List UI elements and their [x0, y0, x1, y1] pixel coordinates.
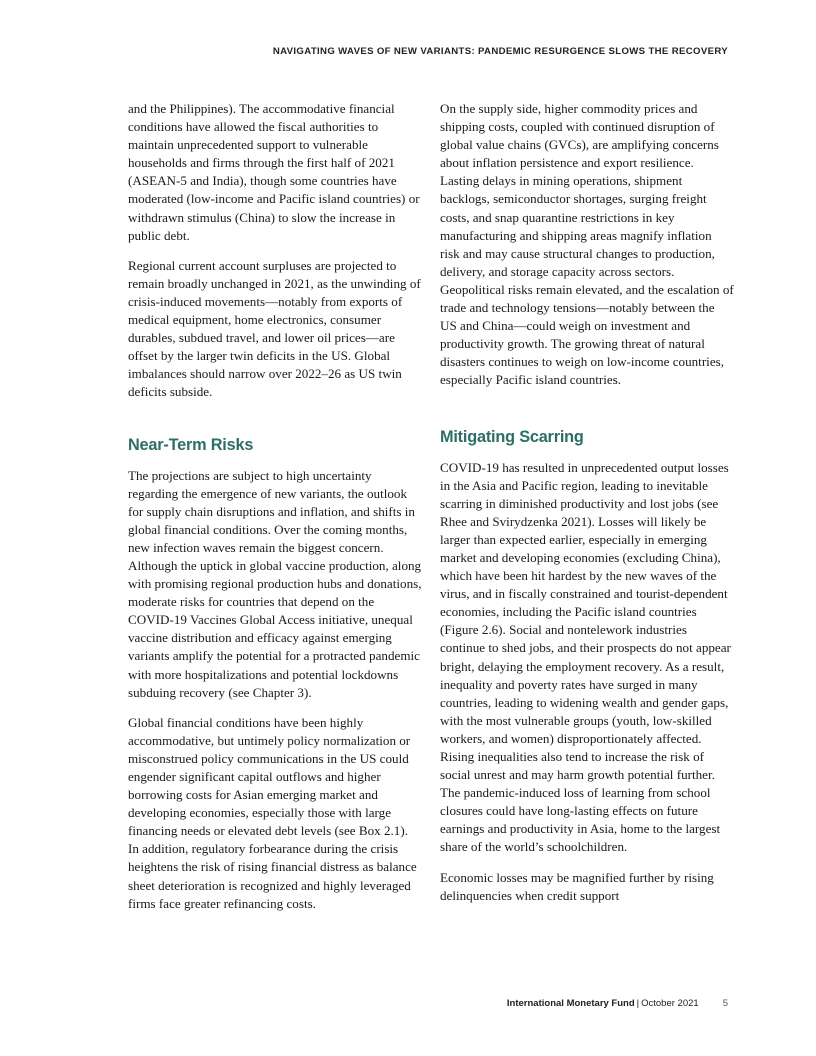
page-footer: [507, 998, 728, 1009]
footer-separator: |: [636, 998, 640, 1009]
body-paragraph: Global financial conditions have been highly accommodative, but untimely policy normalization or misconstrued policy communications in the US could engender significant capital outflows and higher borrowing costs for Asian emerging market and developing economies, especially those with large financing needs or elevated debt levels (see Box 2.1). In addition, regulatory forbearance during the crisis heightens the risk of rising financial distress as balance sheet deterioration is recognized and highly leveraged firms face greater refinancing costs.: [128, 714, 417, 911]
body-paragraph: The projections are subject to high uncertainty regarding the emergence of new variants, the outlook for supply chain disruptions and inflation, and shifts in global financial conditions. Over the coming months, new infection waves remain the biggest concern. Although the uptick in global vaccine production, along with promising regional production hubs and donations, moderate risks for countries that depend on the COVID-19 Vaccines Global Access initiative, unequal vaccine distribution and efficacy against emerging variants amplify the potential for a protracted pandemic with more hospitalizations and potential lockdowns subduing recovery (see Chapter 3).: [128, 467, 422, 700]
body-paragraph: Economic losses may be magnified further by rising delinquencies when credit support: [440, 869, 714, 903]
page-number: 5: [722, 998, 728, 1009]
body-paragraph: COVID-19 has resulted in unprecedented output losses in the Asia and Pacific region, leading to inevitable scarring in diminished productivity and lost jobs (see Rhee and Svirydzenka 2021). Losses will likely be larger than expected earlier, especially in emerging market and developing economies (excluding China), which have been hit hardest by the new waves of the virus, and in fiscally constrained and tourist-dependent economies, including the Pacific island countries (Figure 2.6). Social and nontelework industries continue to shed jobs, and their prospects do not appear bright, delaying the employment recovery. As a result, inequality and poverty rates have surged in many countries, leading to widening wealth and gender gaps, with the most vulnerable groups (youth, low-skilled workers, and women) disproportionately affected. Rising inequalities also tend to increase the risk of social unrest and may harm growth potential further. The pandemic-induced loss of learning from school closures could have long-lasting effects on future earnings and productivity in Asia, home to the largest share of the world’s schoolchildren.: [440, 459, 731, 855]
left-column: [128, 100, 422, 925]
right-column: [440, 100, 734, 917]
footer-organization: International Monetary Fund: [506, 998, 635, 1009]
section-heading-mitigating-scarring: Mitigating Scarring: [440, 427, 584, 446]
body-paragraph: On the supply side, higher commodity prices and shipping costs, coupled with continued disruption of global value chains (GVCs), are amplifying concerns about inflation persistence and export resilience. Lasting delays in mining operations, shipment backlogs, semiconductor shortages, surging freight costs, and snap quarantine restrictions in key manufacturing and shipping areas magnify inflation risk and may cause structural changes to production, delivery, and storage capacity across sectors. Geopolitical risks remain elevated, and the escalation of trade and technology tensions—notably between the US and China—could weigh on investment and productivity growth. The growing threat of natural disasters continues to weigh on low-income countries, especially Pacific island countries.: [440, 101, 734, 388]
running-header: NAVIGATING WAVES OF NEW VARIANTS: PANDEMIC RESURGENCE SLOWS THE RECOVERY: [272, 46, 728, 57]
body-paragraph: Regional current account surpluses are projected to remain broadly unchanged in 2021, as the unwinding of crisis-induced movements—notably from exports of medical equipment, home electronics, consumer durables, subdued travel, and lower oil prices—are offset by the larger twin deficits in the US. Global imbalances should narrow over 2022–26 as US twin deficits subside.: [128, 257, 421, 400]
section-heading-near-term-risks: Near-Term Risks: [128, 435, 254, 454]
body-paragraph: and the Philippines). The accommodative financial conditions have allowed the fiscal authorities to maintain unprecedented support to vulnerable households and firms through the first half of 2021 (ASEAN-5 and India), though some countries have moderated (low-income and Pacific island countries) or withdrawn stimulus (China) to slow the increase in public debt.: [128, 101, 420, 243]
footer-date: October 2021: [641, 998, 699, 1009]
